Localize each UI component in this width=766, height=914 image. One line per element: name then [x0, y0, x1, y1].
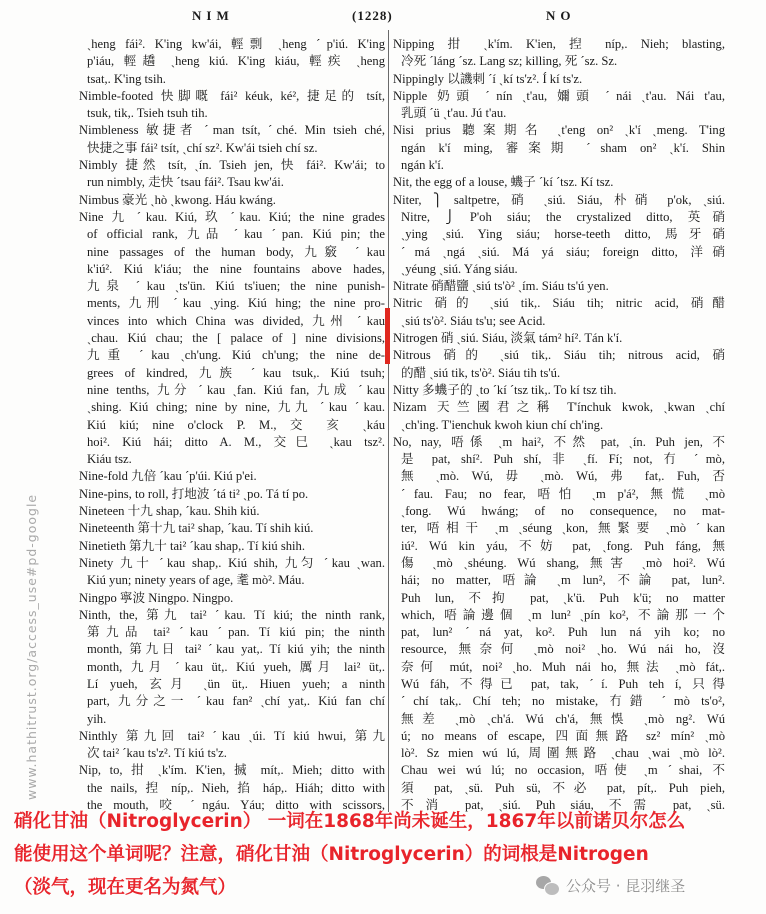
dictionary-entry: [79, 88, 385, 123]
entry-line: resource, 無奈何 ˏmò noi² ˏho. Wú nái ho, 沒: [401, 642, 725, 657]
entry-line: 第九品 tai² ˊkau ˊpan. Tí kiú pin; the ninth: [87, 625, 385, 640]
entry-line: Nineteen 十九 shap, ˊkau. Shih kiú.: [79, 504, 260, 519]
entry-line: Nimbly 捷然 tsít, ˏín. Tsieh jen, 快 fái². Kw'ái; to: [79, 158, 385, 173]
entry-line: Nine-fold 九倍 ˊkau ˊp'úi. Kiú p'ei.: [79, 469, 257, 484]
entry-line: tsuk, tik,. Tsieh tsuh tih.: [87, 106, 208, 121]
dictionary-entry: [79, 192, 385, 209]
entry-line: Kiáu tsz.: [87, 452, 132, 467]
dictionary-entry: [393, 295, 725, 330]
entry-line: ˏheng fái². K'ing kw'ái, 輕剽 ˏheng ˊp'iú. K'ing: [87, 37, 385, 51]
dictionary-entry: [79, 555, 385, 590]
entry-line: of official rank, 九品 ˊkau ˊpan. Kiú pin; the: [87, 227, 385, 242]
entry-line: tsat,. K'ing tsih.: [87, 71, 166, 86]
dictionary-entry: [393, 122, 725, 174]
entry-line: 須 pat, ˏsü. Puh sü, 不必 pat, pít,. Puh pieh,: [401, 780, 725, 795]
entry-line: ˏyéung ˏsiú. Yáng siáu.: [401, 261, 518, 276]
caption-line: 硝化甘油（Nitroglycerin） 一词在1868年尚未诞生，1867年以前诺贝尔怎么: [14, 811, 686, 832]
dictionary-entry: [79, 122, 385, 157]
entry-line: ter, 唔相干 ˏm ˏséung ˏkon, 無緊要 ˏmò ˊkan: [401, 521, 725, 536]
entry-line: yih.: [87, 711, 107, 726]
entry-line: Nitrous 硝的 ˏsiú tik,. Siáu tih; nitrous acid, 硝: [393, 348, 725, 363]
entry-line: Nitrate 硝醋鹽 ˏsiú ts'ò² ˏím. Siáu ts'ú yen.: [393, 279, 609, 294]
entry-line: Ninetieth 第九十 tai² ˊkau shap,. Tí kiú shih.: [79, 538, 306, 553]
entry-line: the mouth, 咬 ˊngáu. Yáu; ditto with scissors,: [87, 798, 385, 813]
entry-line: 無 ˏmò. Wú, 毋 ˏmò. Wú, 弗 fat,. Fuh, 否: [401, 469, 725, 484]
entry-line: the nails, 揑 níp,. Nieh, 掐 háp,. Hiáh; ditto with: [87, 780, 385, 795]
entry-line: 傷 ˏmò ˏshéung. Wú shang, 無害 ˏmò hoi². Wú: [401, 555, 725, 570]
entry-line: Nimble-footed 快脚嘅 fái² kéuk, ké², 捷足的 tsít,: [79, 88, 385, 103]
entry-line: ú; no means of escape, 四面無路 sz² mín² ˏmò: [401, 728, 725, 743]
entry-line: 快捷之事 fái² tsít, ˏchí sz². Kw'ái tsieh chí sz.: [87, 140, 318, 155]
entry-line: Niter, ⎫ saltpetre, 硝 ˏsiú. Siáu, 朴硝 p'ok, ˏsiú.: [393, 192, 725, 207]
entry-line: run nimbly, 走快 ˊtsau fái². Tsau kw'ái.: [87, 175, 284, 190]
entry-line: Nimbleness 敏捷者 ˊman tsít, ˊché. Min tsieh ché,: [79, 123, 385, 138]
dictionary-entry: [79, 157, 385, 192]
entry-line: Nip, to, 拑 ˏk'ím. K'ien, 搣 mít,. Mieh; ditto with: [79, 763, 385, 778]
entry-line: 無差 ˏmò ˏch'á. Wú ch'á, 無悞 ˏmò ng². Wú: [401, 711, 725, 726]
entry-line: p'iáu, 輕趫 ˏheng kiú. K'ing kiáu, 輕疾 ˏheng: [87, 54, 385, 69]
entry-line: Ningpo 寧波 Ningpo. Ningpo.: [79, 590, 234, 605]
dictionary-entry: [79, 538, 385, 555]
entry-line: month, 九月 ˊkau üt,. Kiú yueh, 厲月 lai² üt,.: [87, 659, 385, 674]
page-header: [0, 6, 766, 26]
entry-line: ngán k'í ming, 審案期 ˊsham on² ˏk'í. Shin: [401, 140, 725, 155]
red-highlight-bar: [385, 308, 390, 364]
entry-line: Nimbus 豪光 ˏhò ˏkwong. Háu kwáng.: [79, 192, 276, 207]
entry-line: ngán k'í.: [401, 158, 444, 173]
entry-line: nine passages of the human body, 九竅 ˊkau: [87, 244, 385, 259]
entry-line: which, 唔論邊個 ˏm lun² ˏpín ko², 不論那一个: [401, 607, 725, 622]
entry-line: iú². Wú kin yáu, 不妨 pat, ˏfong. Puh fáng, 無: [401, 538, 725, 553]
dictionary-entry: [79, 36, 385, 88]
entry-line: 九泉 ˊkau ˏts'ün. Kiú ts'iuen; the nine punish-: [87, 279, 385, 294]
entry-line: 乳頭 ˊü ˏt'au. Jú t'au.: [401, 106, 507, 121]
entry-line: Kiú kiú; nine o'clock P. M., 交 亥 ˏkáu: [87, 417, 385, 432]
watermark-text: 公众号 · 昆羽继圣: [566, 877, 686, 895]
dictionary-entry: [79, 520, 385, 537]
dictionary-entry: [79, 209, 385, 468]
entry-line: pat, lun² ˊná yat, ko². Puh lun ná yih ko; no: [401, 625, 725, 640]
dictionary-entry: [393, 36, 725, 71]
entry-line: ˊchí tak,. Chí teh; no mistake, 冇錯 ˊmò ts'o²,: [401, 694, 725, 709]
entry-line: ˏch'ing. T'ienchuk kwoh kiun chí ch'ing.: [401, 417, 604, 432]
caption-line: （淡气，现在更名为氮气）: [14, 877, 237, 898]
right-column: [393, 36, 725, 818]
entry-line: Nineteenth 第十九 tai² shap, ˊkau. Tí shih kiú.: [79, 521, 314, 536]
entry-line: vinces into which China was divided, 九州 ˊkau: [87, 313, 385, 328]
header-left-guide-word: NIM: [192, 8, 234, 23]
dictionary-entry: [79, 468, 385, 485]
dictionary-entry: [79, 590, 385, 607]
wechat-icon: [536, 876, 560, 896]
dictionary-entry: [393, 278, 725, 295]
entry-line: Wú fáh, 不得已 pat, tak, ˊí. Puh teh í, 只得: [401, 676, 725, 691]
entry-line: Ninth, the, 第九 tai² ˊkau. Tí kiú; the ninth rank,: [79, 607, 385, 622]
dictionary-entry: [393, 192, 725, 278]
dictionary-entry: [393, 399, 725, 434]
entry-line: ˊmá ˏngá ˏsiú. Má yá siáu; foreign ditto, 洋硝: [401, 244, 725, 259]
entry-line: Ninety 九十 ˊkau shap,. Kiú shih, 九匀 ˊkau ˏwan.: [79, 555, 385, 570]
entry-line: 九重 ˊkau ˏch'ung. Kiú ch'ung; the nine de-: [87, 348, 385, 363]
dictionary-entry: [79, 728, 385, 763]
entry-line: Nitrogen 硝 ˏsiú. Siáu, 淡氣 tám² hí². Tán k'í.: [393, 331, 623, 346]
entry-line: ˏchau. Kiú chau; the [ palace of ] nine divisions,: [87, 331, 385, 346]
entry-line: No, nay, 唔係 ˏm hai², 不然 pat, ˏín. Puh jen, 不: [393, 434, 725, 449]
dictionary-entry: [79, 607, 385, 728]
dictionary-entry: [393, 88, 725, 123]
watermark: [536, 873, 751, 899]
left-column: [79, 36, 385, 818]
entry-line: grees of kindred, 九族 ˊkau tsuk,. Kiú tsuh;: [87, 365, 385, 380]
entry-line: 次 tai² ˊkau ts'z². Tí kiú ts'z.: [87, 746, 227, 761]
entry-line: ˏsiú ts'ò². Siáu ts'u; see Acid.: [401, 313, 546, 328]
entry-line: Chau wei wú lú; no occasion, 唔使 ˏm ˊshai, 不: [401, 763, 725, 778]
entry-line: ments, 九刑 ˊkau ˏying. Kiú hing; the nine pro-: [87, 296, 385, 311]
dictionary-entry: [393, 330, 725, 347]
entry-line: nine tenths, 九分 ˊkau ˏfan. Kiú fan, 九成 ˊkau: [87, 382, 385, 397]
entry-line: lò². Sz mien wú lú, 周圍無路 ˏchau ˏwai ˏmò lò².: [401, 746, 725, 761]
entry-line: Nipping 拑 ˏk'ím. K'ien, 揑 níp,. Nieh; blasting,: [393, 37, 725, 51]
header-right-guide-word: NO: [546, 8, 576, 23]
entry-line: Lí yueh, 玄月 ˏün üt,. Hiuen yueh; a ninth: [87, 676, 385, 691]
entry-line: Nit, the egg of a louse, 蟣子 ˊkí ˊtsz. Kí tsz.: [393, 175, 614, 190]
column-divider: [388, 30, 389, 812]
entry-line: Nine-pins, to roll, 打地波 ˊtá ti² ˏpo. Tá tí po.: [79, 486, 309, 501]
entry-line: Nisi prius 聽案期名 ˏt'eng on² ˏk'í ˏmeng. T'ing: [393, 123, 725, 138]
dictionary-entry: [79, 503, 385, 520]
entry-line: 的醋 ˏsiú tik, ts'ò². Siáu tih ts'ú.: [401, 365, 561, 380]
entry-line: Nitric 硝的 ˏsiú tik,. Siáu tih; nitric acid, 硝醋: [393, 296, 725, 311]
entry-line: month, 第九日 tai² ˊkau yat,. Tí kiú yih; the ninth: [87, 642, 385, 657]
entry-line: Nitre, ⎭ P'oh siáu; the crystalized ditto, 英硝: [401, 209, 725, 224]
entry-line: Kiú yun; ninety years of age, 耄 mò². Máu.: [87, 573, 305, 588]
entry-line: Nipple 奶頭 ˊnín ˏt'au, 嬭頭 ˊnái ˏt'au. Nái t'au,: [393, 88, 725, 103]
entry-line: Nizam 天竺國君之稱 T'ínchuk kwok, ˏkwan ˏchí: [393, 400, 725, 415]
entry-line: k'iú². Kiú k'iáu; the nine fountains above hades,: [87, 261, 385, 276]
dictionary-entry: [393, 382, 725, 399]
entry-line: Nine 九 ˊkau. Kiú, 玖 ˊkau. Kiú; the nine grades: [79, 209, 385, 224]
dictionary-entry: [393, 434, 725, 815]
entry-line: hoi². Kiú hái; ditto A. M., 交巳 ˏkau tsz².: [87, 434, 385, 449]
dictionary-entry: [393, 71, 725, 88]
entry-line: 不消 pat, ˏsiú. Puh siáu, 不需 pat, ˏsü.: [401, 798, 725, 813]
entry-line: 冷死 ˊláng ˊsz. Lang sz; killing, 死 ˊsz. Sz.: [401, 54, 618, 69]
side-stamp-url: www.hathitrust.org/access_use#pd-google: [24, 493, 39, 800]
dictionary-entry: [393, 174, 725, 191]
dictionary-entry: [79, 486, 385, 503]
entry-line: hái; no matter, 唔論 ˏm lun², 不論 pat, lun².: [401, 573, 725, 588]
entry-line: part, 九分之一 ˊkau fan² ˏchí yat,. Kiú fan chí: [87, 694, 385, 709]
entry-line: ˊfau. Fau; no fear, 唔怕 ˏm p'á², 無慌 ˏmò: [401, 486, 725, 501]
entry-line: 奈何 mút, noi² ˏho. Muh nái ho, 無法 ˏmò fát,.: [401, 659, 725, 674]
entry-line: Nippingly 以譏刺 ˊí ˏkí ts'z². Í kí ts'z.: [393, 71, 583, 86]
entry-line: ˏshing. Kiú ching; nine by nine, 九九 ˊkau ˊkau.: [87, 400, 385, 415]
entry-line: ˏfong. Wú hwáng; of no consequence, no mat-: [401, 504, 725, 519]
dictionary-entry: [393, 347, 725, 382]
page-number: (1228): [352, 8, 393, 23]
entry-line: ˏying ˏsiú. Ying siáu; horse-teeth ditto, 馬牙硝: [401, 227, 725, 242]
entry-line: Ninthly 第九回 tai² ˊkau ˏúi. Tí kiú hwui, 第九: [79, 728, 385, 743]
entry-line: Nitty 多蟣子的 ˏto ˊkí ˊtsz tik,. To kí tsz tih.: [393, 382, 617, 397]
entry-line: 是 pat, shí². Puh shí, 非 ˏfí. Fí; not, 冇 ˊmò,: [401, 452, 725, 467]
caption-line: 能使用这个单词呢？注意，硝化甘油（Nitroglycerin）的词根是Nitrogen: [14, 844, 649, 865]
entry-line: Puh lun, 不拘 pat, ˏk'ü. Puh k'ü; no matter: [401, 590, 725, 605]
